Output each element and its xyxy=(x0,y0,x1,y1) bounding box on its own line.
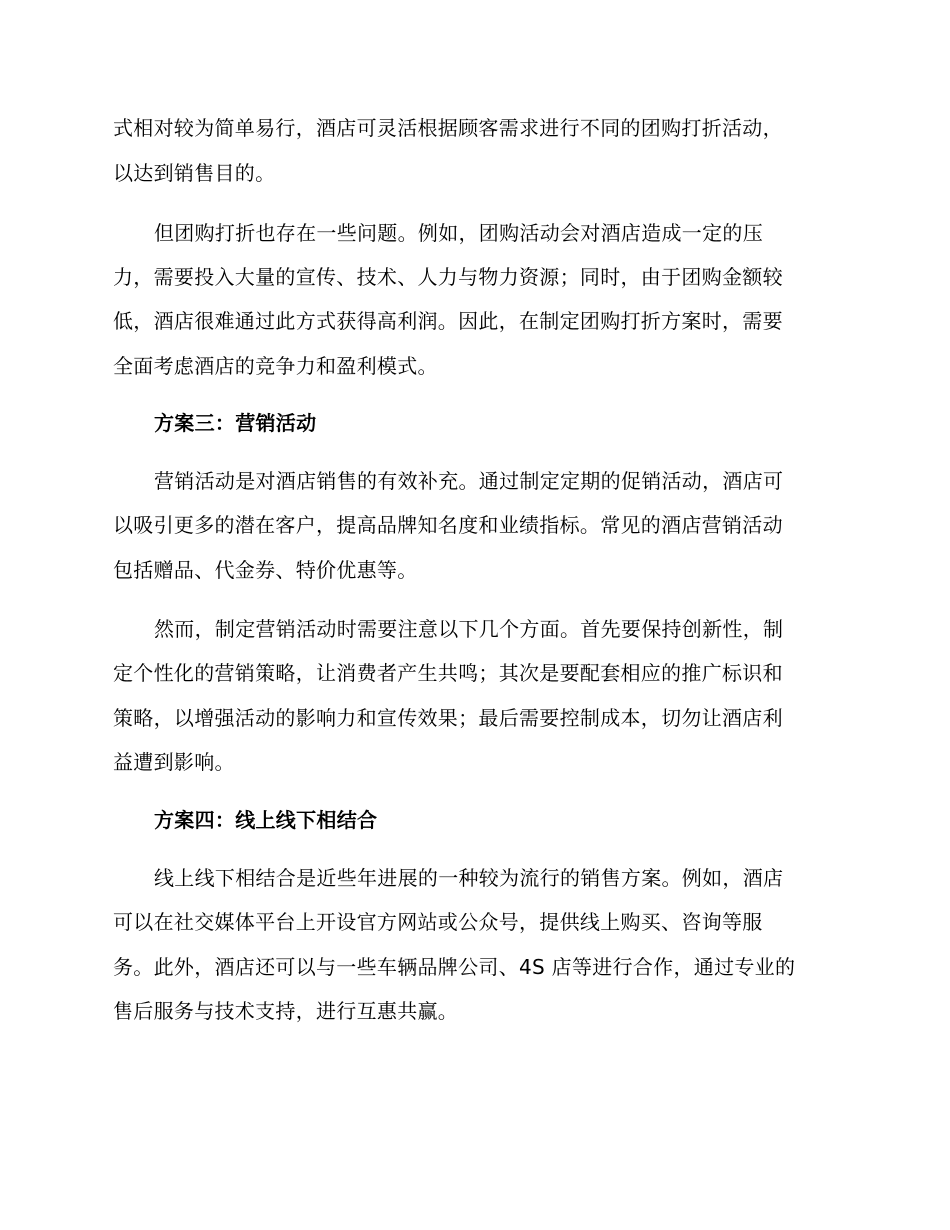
paragraph-4-line-4: 益遭到影响。 xyxy=(113,750,235,774)
paragraph-2-line-3: 低，酒店很难通过此方式获得高利润。因此，在制定团购打折方案时，需要 xyxy=(113,309,783,333)
section-heading-4: 方案四：线上线下相结合 xyxy=(154,808,378,832)
paragraph-5-line-2: 可以在社交媒体平台上开设官方网站或公众号，提供线上购买、咨询等服 xyxy=(113,910,763,934)
paragraph-5-line-3: 务。此外，酒店还可以与一些车辆品牌公司、4S 店等进行合作，通过专业的 xyxy=(113,955,796,979)
paragraph-1-line-2: 以达到销售目的。 xyxy=(113,161,276,185)
paragraph-3-line-1: 营销活动是对酒店销售的有效补充。通过制定定期的促销活动，酒店可 xyxy=(154,469,784,493)
paragraph-3-line-2: 以吸引更多的潜在客户，提高品牌知名度和业绩指标。常见的酒店营销活动 xyxy=(113,513,783,537)
paragraph-4-line-1: 然而，制定营销活动时需要注意以下几个方面。首先要保持创新性，制 xyxy=(154,617,784,641)
paragraph-2-line-4: 全面考虑酒店的竞争力和盈利模式。 xyxy=(113,354,438,378)
paragraph-5-line-1: 线上线下相结合是近些年进展的一种较为流行的销售方案。例如，酒店 xyxy=(154,866,784,890)
paragraph-2-line-2: 力，需要投入大量的宣传、技术、人力与物力资源；同时，由于团购金额较 xyxy=(113,265,783,289)
paragraph-2-line-1: 但团购打折也存在一些问题。例如，团购活动会对酒店造成一定的压 xyxy=(154,221,763,245)
paragraph-4-line-2: 定个性化的营销策略，让消费者产生共鸣；其次是要配套相应的推广标识和 xyxy=(113,661,783,685)
paragraph-1-line-1: 式相对较为简单易行，酒店可灵活根据顾客需求进行不同的团购打折活动， xyxy=(113,116,783,140)
section-heading-3: 方案三：营销活动 xyxy=(154,411,317,435)
paragraph-3-line-3: 包括赠品、代金券、特价优惠等。 xyxy=(113,558,418,582)
paragraph-5-line-4: 售后服务与技术支持，进行互惠共赢。 xyxy=(113,999,459,1023)
paragraph-4-line-3: 策略，以增强活动的影响力和宣传效果；最后需要控制成本，切勿让酒店利 xyxy=(113,706,783,730)
